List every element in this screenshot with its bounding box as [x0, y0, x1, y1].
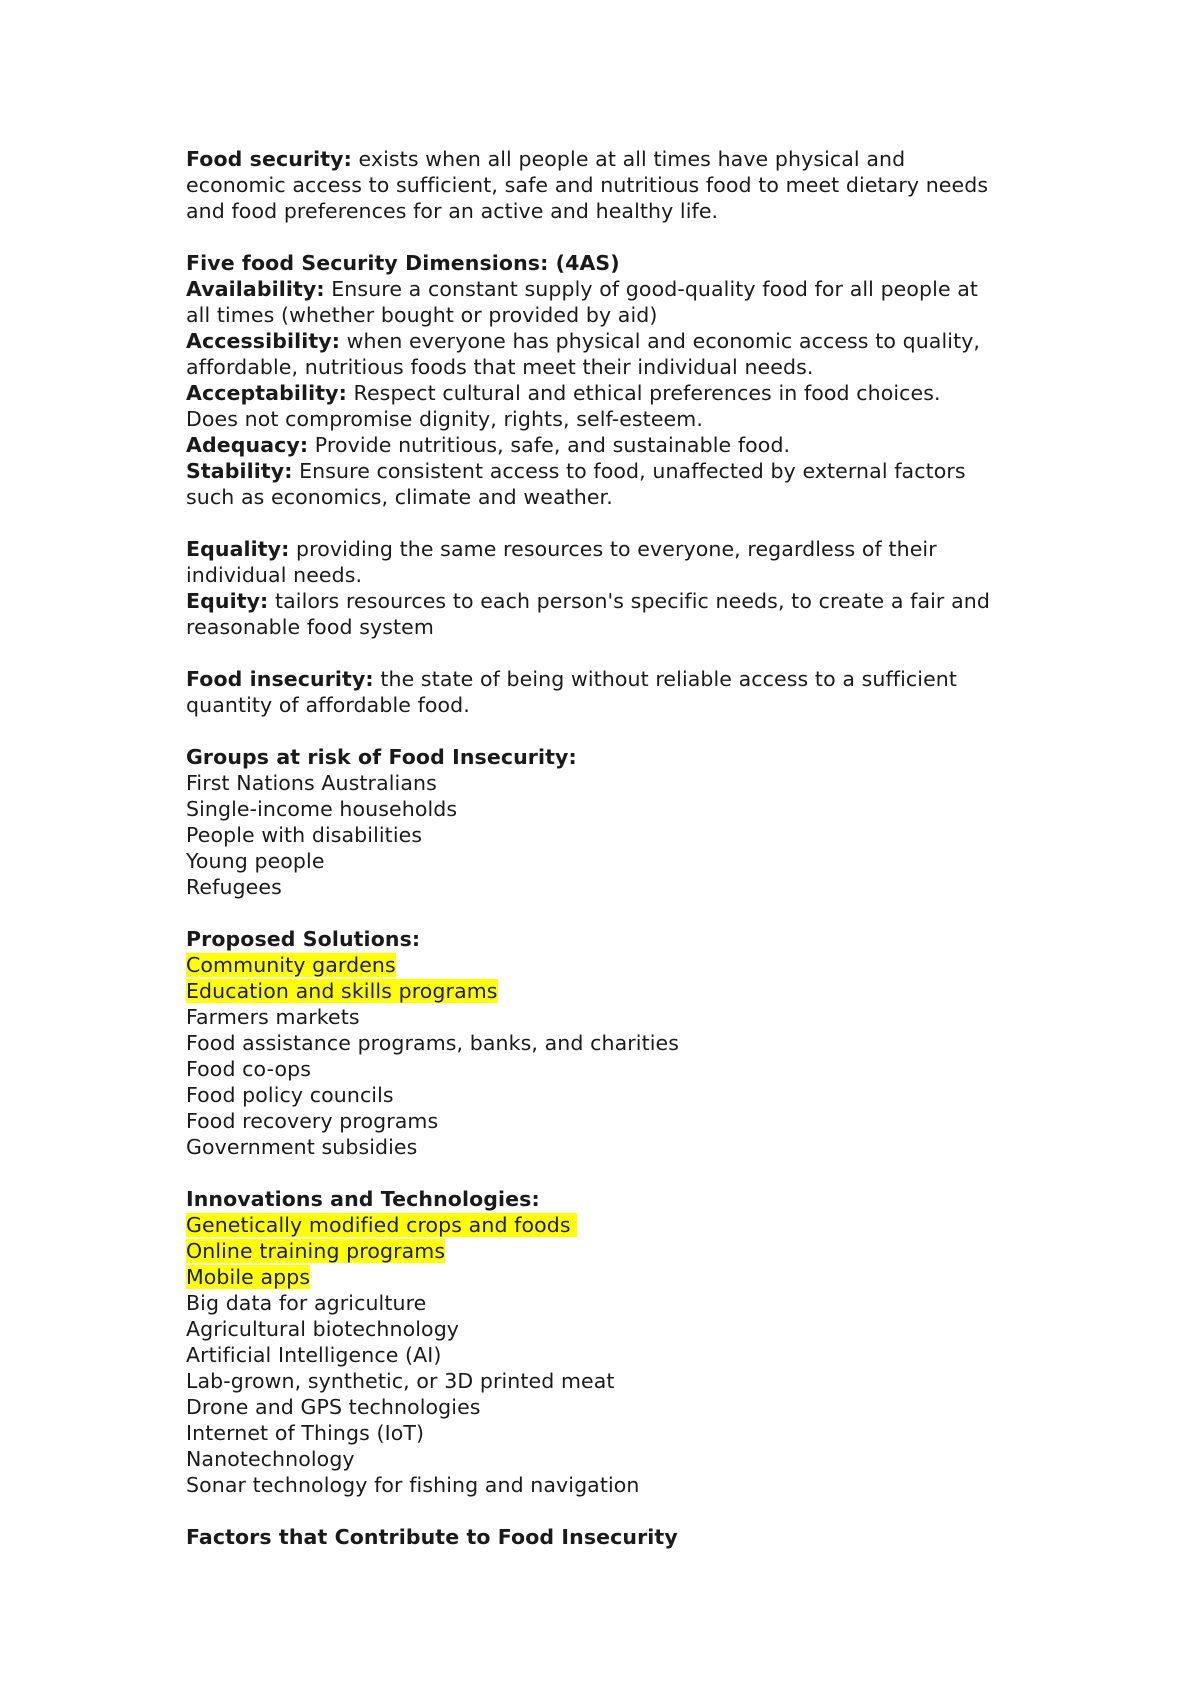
food-security-dimensions: Five food Security Dimensions: (4AS) Availability: Ensure a constant supply of good-quality food for all people at all times (whether bought or provided by aid) Accessibility: when everyone has physical and economic access to quality, affordable, nutritious foods that meet their individual needs. Acceptability: Respect cultural and ethical preferences in food choices. Does not compromise dignity, rights, self-esteem. Adequacy: Provide nutritious, safe, and sustainable food. Stability: Ensure consistent access to food, unaffected by external factors such as economics, climate and weather. [186, 250, 1066, 510]
factors-section [186, 1524, 1066, 1550]
list-item: Food co-ops [186, 1057, 311, 1081]
list-item: Single-income households [186, 797, 458, 821]
solutions-section [186, 926, 1066, 1160]
list-item: Food assistance programs, banks, and charities [186, 1031, 679, 1055]
innovations-section [186, 1186, 1066, 1498]
food-insecurity-definition: Food insecurity: the state of being without reliable access to a sufficient quantity of affordable food. [186, 667, 958, 717]
highlighted-list-item: Mobile apps [186, 1265, 311, 1289]
dimensions-heading: Five food Security Dimensions: (4AS) [186, 251, 620, 275]
risk-groups-section [186, 744, 1066, 900]
list-item: First Nations Australians [186, 771, 437, 795]
list-item: Nanotechnology [186, 1447, 355, 1471]
list-item: Government subsidies [186, 1135, 418, 1159]
list-item: Food policy councils [186, 1083, 394, 1107]
availability-item: Availability: Ensure a constant supply of good-quality food for all people at [186, 277, 979, 301]
list-item: Young people [186, 849, 325, 873]
list-item: Artificial Intelligence (AI) [186, 1343, 442, 1367]
stability-item: Stability: Ensure consistent access to food, unaffected by external factors [186, 459, 966, 483]
document-page [186, 146, 1066, 1550]
factors-heading: Factors that Contribute to Food Insecurity [186, 1525, 678, 1549]
list-item: Food recovery programs [186, 1109, 439, 1133]
list-item: Agricultural biotechnology [186, 1317, 460, 1341]
highlighted-list-item: Genetically modified crops and foods [186, 1213, 578, 1237]
food-security-term: Food security: [186, 147, 352, 171]
list-item: Drone and GPS technologies [186, 1395, 481, 1419]
list-item: Lab-grown, synthetic, or 3D printed meat [186, 1369, 615, 1393]
innovations-heading: Innovations and Technologies: [186, 1187, 540, 1211]
adequacy-item: Adequacy: Provide nutritious, safe, and sustainable food. [186, 433, 791, 457]
list-item: Big data for agriculture [186, 1291, 427, 1315]
list-item: Refugees [186, 875, 282, 899]
list-item: Internet of Things (IoT) [186, 1421, 425, 1445]
food-insecurity-term: Food insecurity: [186, 667, 374, 691]
list-item: Farmers markets [186, 1005, 360, 1029]
list-item: Sonar technology for fishing and navigation [186, 1473, 640, 1497]
equality-equity-definitions: Equality: providing the same resources to everyone, regardless of their individual needs. Equity: tailors resources to each person's specific needs, to create a fair and reasonable food system [186, 536, 1066, 640]
risk-groups-heading: Groups at risk of Food Insecurity: [186, 745, 577, 769]
highlighted-list-item: Online training programs [186, 1239, 446, 1263]
equity-item: Equity: tailors resources to each person's specific needs, to create a fair and [186, 589, 990, 613]
equality-item: Equality: providing the same resources to everyone, regardless of their [186, 537, 937, 561]
highlighted-list-item: Education and skills programs [186, 979, 498, 1003]
solutions-heading: Proposed Solutions: [186, 927, 421, 951]
acceptability-item: Acceptability: Respect cultural and ethical preferences in food choices. [186, 381, 941, 405]
highlighted-list-item: Community gardens [186, 953, 396, 977]
list-item: People with disabilities [186, 823, 423, 847]
accessibility-item: Accessibility: when everyone has physical and economic access to quality, [186, 329, 981, 353]
food-security-definition: Food security: exists when all people at all times have physical and economic access to sufficient, safe and nutritious food to meet dietary needs and food preferences for an active and healthy life. [186, 147, 989, 223]
